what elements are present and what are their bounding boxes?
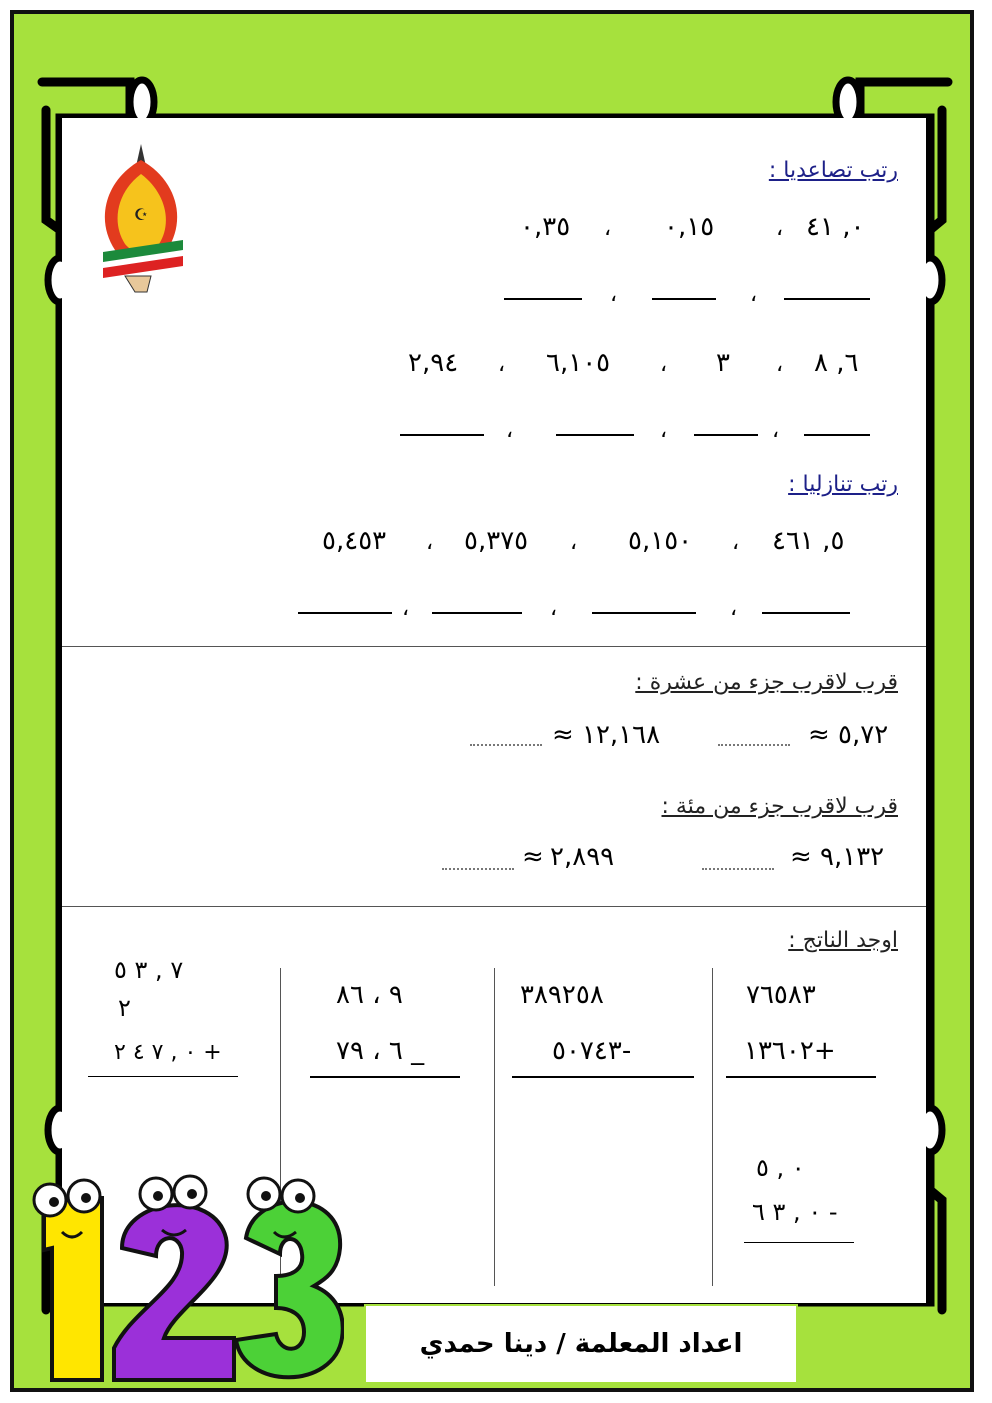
separator: ، xyxy=(402,596,410,621)
section-divider xyxy=(62,646,926,647)
separator: ، xyxy=(498,352,506,377)
round-hundredth-item1: ٩,١٣٢ xyxy=(820,842,885,872)
asc-row1-num1: ٠, ٤١ xyxy=(806,212,865,242)
asc-row1-num2: ٠,١٥ xyxy=(664,212,715,242)
answer-blank[interactable] xyxy=(556,434,634,436)
problem4-top2: ٢ xyxy=(118,994,131,1022)
school-logo-icon xyxy=(95,140,187,298)
answer-blank[interactable] xyxy=(592,612,696,614)
problem4-bottom: + ٠ , ٧ ٤ ٢ xyxy=(114,1040,222,1065)
separator: ، xyxy=(730,596,738,621)
problem2-bottom: -٥٠٧٤٣ xyxy=(552,1036,632,1066)
desc-num3: ٥,٣٧٥ xyxy=(464,526,529,556)
answer-line[interactable] xyxy=(726,1076,876,1078)
answer-dots[interactable] xyxy=(470,744,542,746)
problem3-bottom: _ ٦ ، ٧٩ xyxy=(336,1036,425,1066)
answer-blank[interactable] xyxy=(432,612,522,614)
round-tenth-heading: قرب لاقرب جزء من عشرة : xyxy=(635,670,898,695)
separator: ، xyxy=(750,282,758,307)
separator: ، xyxy=(604,216,612,241)
separator: ، xyxy=(426,530,434,555)
answer-blank[interactable] xyxy=(400,434,484,436)
problem1-bottom: +١٣٦٠٢ xyxy=(744,1036,836,1066)
approx-sign: ≈ xyxy=(790,842,812,872)
answer-line[interactable] xyxy=(744,1242,854,1243)
asc-row2-num4: ٢,٩٤ xyxy=(408,348,459,378)
desc-num1: ٥, ٤٦١ xyxy=(772,526,845,556)
answer-line[interactable] xyxy=(88,1076,238,1077)
separator: ، xyxy=(660,352,668,377)
answer-blank[interactable] xyxy=(504,298,582,300)
asc-row2-num1: ٦, ٨ xyxy=(814,348,859,378)
answer-blank[interactable] xyxy=(804,434,870,436)
separator: ، xyxy=(776,352,784,377)
svg-text:☪: ☪ xyxy=(133,205,149,224)
asc-row2-num3: ٦,١٠٥ xyxy=(546,348,611,378)
footer-credit: اعداد المعلمة / دينا حمدي xyxy=(364,1304,798,1384)
asc-row1-num3: ٠,٣٥ xyxy=(520,212,571,242)
round-hundredth-item2: ٢,٨٩٩ xyxy=(550,842,615,872)
problem4-top: ٧ , ٣ ٥ xyxy=(114,956,184,984)
answer-line[interactable] xyxy=(310,1076,460,1078)
approx-sign: ≈ xyxy=(808,720,830,750)
answer-line[interactable] xyxy=(512,1076,694,1078)
desc-num4: ٥,٤٥٣ xyxy=(322,526,387,556)
descending-heading: رتب تنازليا : xyxy=(788,472,898,497)
desc-num2: ٥,١٥٠ xyxy=(628,526,693,556)
asc-row2-num2: ٣ xyxy=(716,348,730,378)
answer-blank[interactable] xyxy=(694,434,758,436)
separator: ، xyxy=(772,418,780,443)
round-hundredth-heading: قرب لاقرب جزء من مئة : xyxy=(661,794,898,819)
ascending-heading: رتب تصاعديا : xyxy=(768,158,898,183)
approx-sign: ≈ xyxy=(552,720,574,750)
problem1-top: ٧٦٥٨٣ xyxy=(746,980,816,1010)
round-tenth-item1: ٥,٧٢ xyxy=(838,720,889,750)
answer-dots[interactable] xyxy=(702,868,774,870)
approx-sign: ≈ xyxy=(522,842,544,872)
column-divider xyxy=(494,968,495,1286)
answer-dots[interactable] xyxy=(718,744,790,746)
separator: ، xyxy=(776,216,784,241)
operations-heading: اوجد الناتج : xyxy=(788,928,898,953)
column-divider xyxy=(712,968,713,1286)
separator: ، xyxy=(732,530,740,555)
answer-blank[interactable] xyxy=(762,612,850,614)
answer-blank[interactable] xyxy=(784,298,870,300)
answer-dots[interactable] xyxy=(442,868,514,870)
separator: ، xyxy=(660,418,668,443)
separator: ، xyxy=(610,282,618,307)
problem3-top: ٩ ، ٨٦ xyxy=(336,980,403,1010)
answer-blank[interactable] xyxy=(298,612,392,614)
separator: ، xyxy=(570,530,578,555)
problem5-bottom: - ٠ , ٣ ٦ xyxy=(752,1198,838,1226)
problem2-top: ٣٨٩٢٥٨ xyxy=(520,980,604,1010)
separator: ، xyxy=(506,418,514,443)
problem5-top: ٠ , ٥ xyxy=(756,1154,805,1182)
section-divider xyxy=(62,906,926,907)
separator: ، xyxy=(550,596,558,621)
numbers-123-characters-icon xyxy=(14,1168,344,1390)
round-tenth-item2: ١٢,١٦٨ xyxy=(582,720,661,750)
answer-blank[interactable] xyxy=(652,298,716,300)
